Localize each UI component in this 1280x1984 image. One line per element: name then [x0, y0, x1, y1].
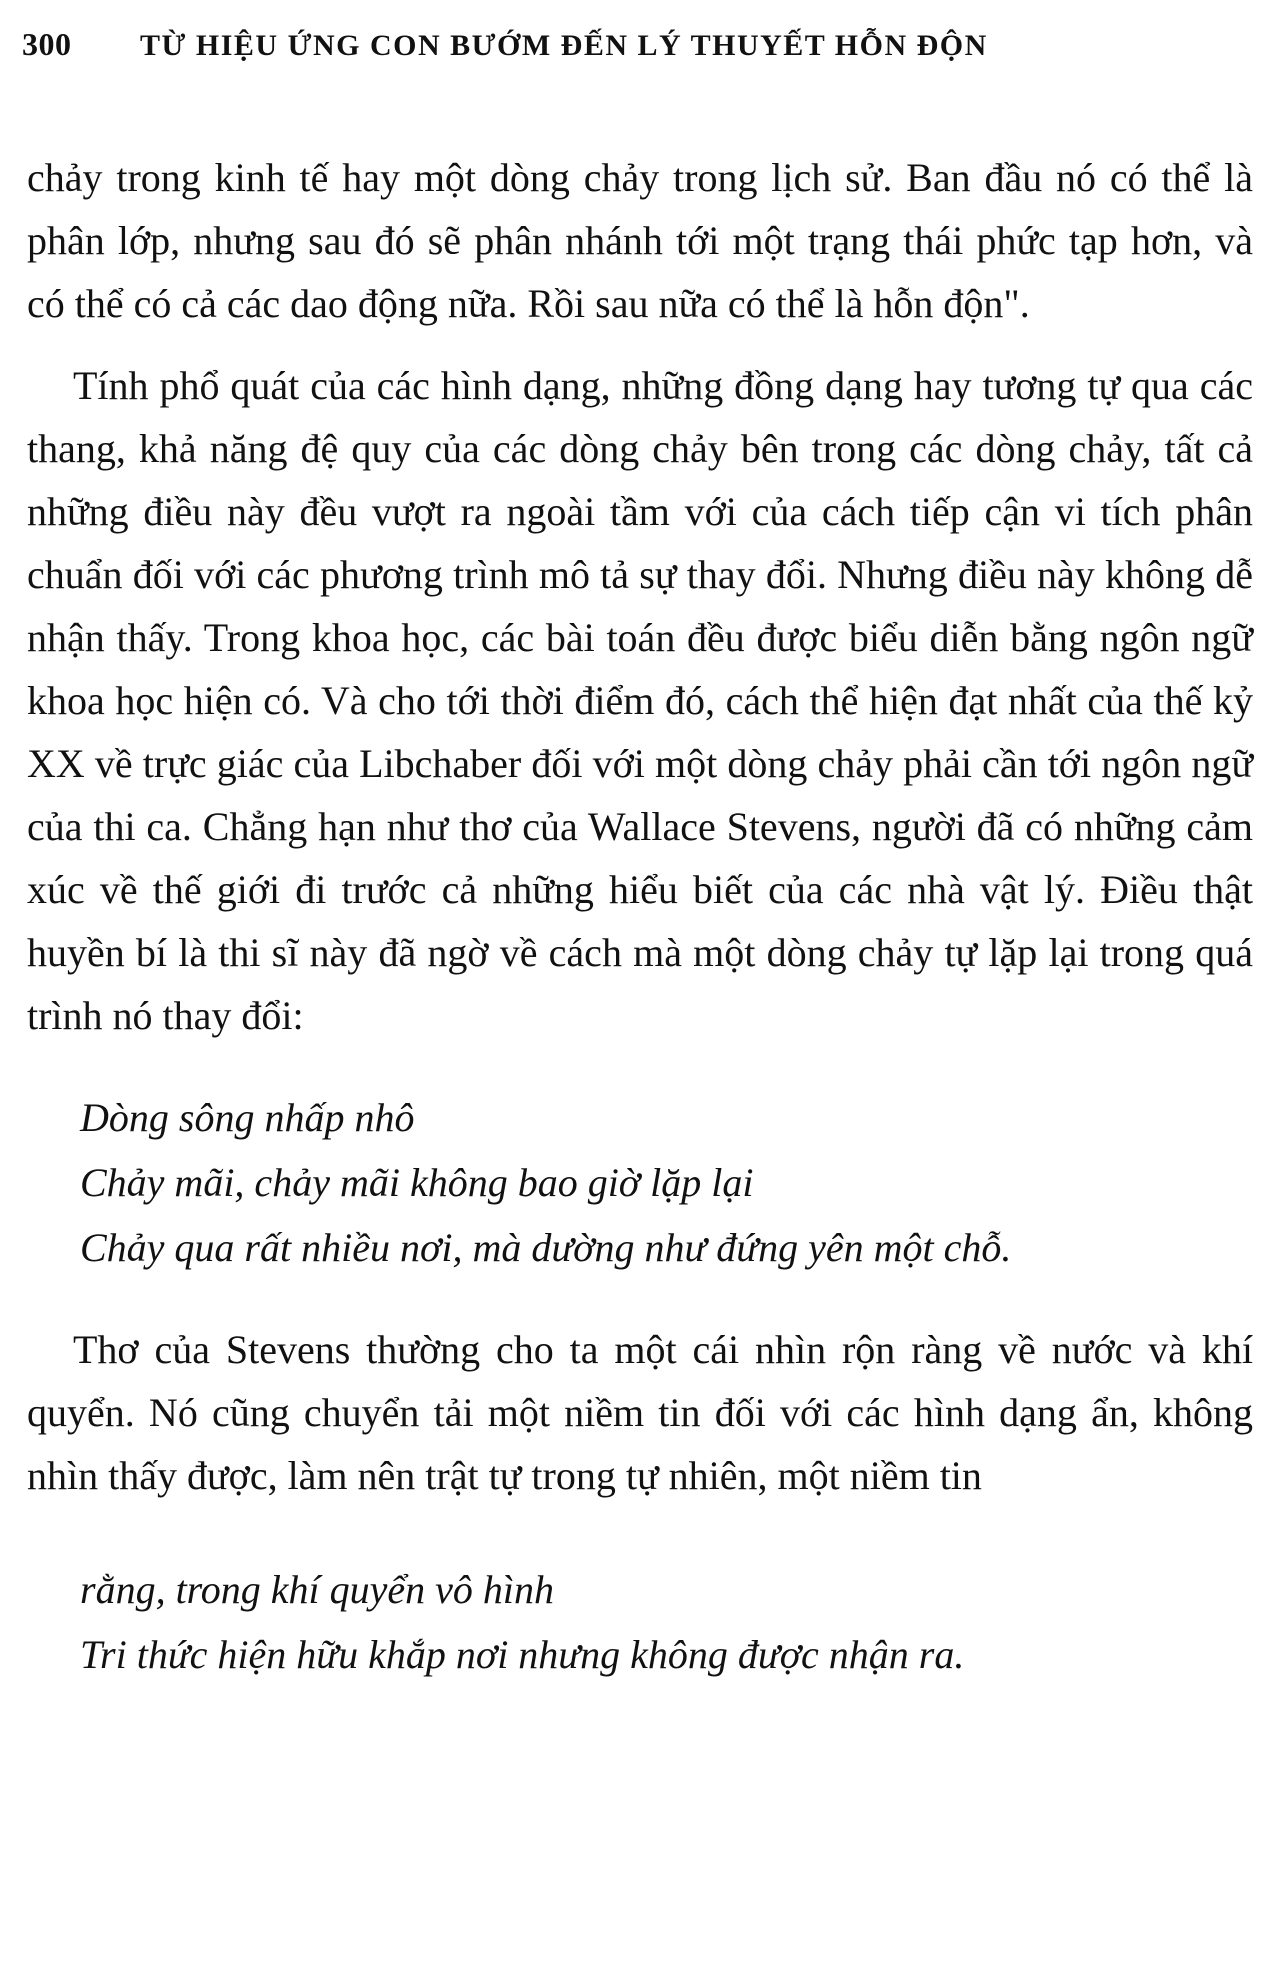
paragraph-continued: chảy trong kinh tế hay một dòng chảy trong lịch sử. Ban đầu nó có thể là phân lớp, nhưng sau đó sẽ phân nhánh tới một trạng thái phức tạp hơn, và có thể có cả các dao động nữa. Rồi sau nữa có thể là hỗn độn".	[27, 155, 1253, 326]
verse-line: Dòng sông nhấp nhô	[80, 1095, 415, 1140]
verse-line: Chảy mãi, chảy mãi không bao giờ lặp lại	[80, 1160, 754, 1205]
paragraph: Thơ của Stevens thường cho ta một cái nhìn rộn ràng về nước và khí quyển. Nó cũng chuyển tải một niềm tin đối với các hình dạng ẩn, không nhìn thấy được, làm nên trật tự trong tự nhiên, một niềm tin	[27, 1327, 1253, 1498]
running-title: TỪ HIỆU ỨNG CON BƯỚM ĐẾN LÝ THUYẾT HỖN ĐỘN	[140, 29, 988, 62]
page-number: 300	[22, 26, 72, 62]
paragraph: Tính phổ quát của các hình dạng, những đồng dạng hay tương tự qua các thang, khả năng đệ quy của các dòng chảy bên trong các dòng chảy, tất cả những điều này đều vượt ra ngoài tầm với của cách tiếp cận vi tích phân chuẩn đối với các phương trình mô tả sự thay đổi. Nhưng điều này không dễ nhận thấy. Trong khoa học, các bài toán đều được biểu diễn bằng ngôn ngữ khoa học hiện có. Và cho tới thời điểm đó, cách thể hiện đạt nhất của thế kỷ XX về trực giác của Libchaber đối với một dòng chảy phải cần tới ngôn ngữ của thi ca. Chẳng hạn như thơ của Wallace Stevens, người đã có những cảm xúc về thế giới đi trước cả những hiểu biết của các nhà vật lý. Điều thật huyền bí là thi sĩ này đã ngờ về cách mà một dòng chảy tự lặp lại trong quá trình nó thay đổi:	[27, 363, 1253, 1038]
page-body	[27, 146, 1253, 1687]
verse-line: Chảy qua rất nhiều nơi, mà dường như đứng yên một chỗ.	[80, 1225, 1012, 1270]
running-header	[22, 26, 1258, 66]
verse-line: Tri thức hiện hữu khắp nơi nhưng không được nhận ra.	[80, 1632, 965, 1677]
verse-quote	[80, 1085, 1253, 1280]
verse-quote	[80, 1557, 1253, 1687]
verse-line: rằng, trong khí quyển vô hình	[80, 1567, 555, 1612]
